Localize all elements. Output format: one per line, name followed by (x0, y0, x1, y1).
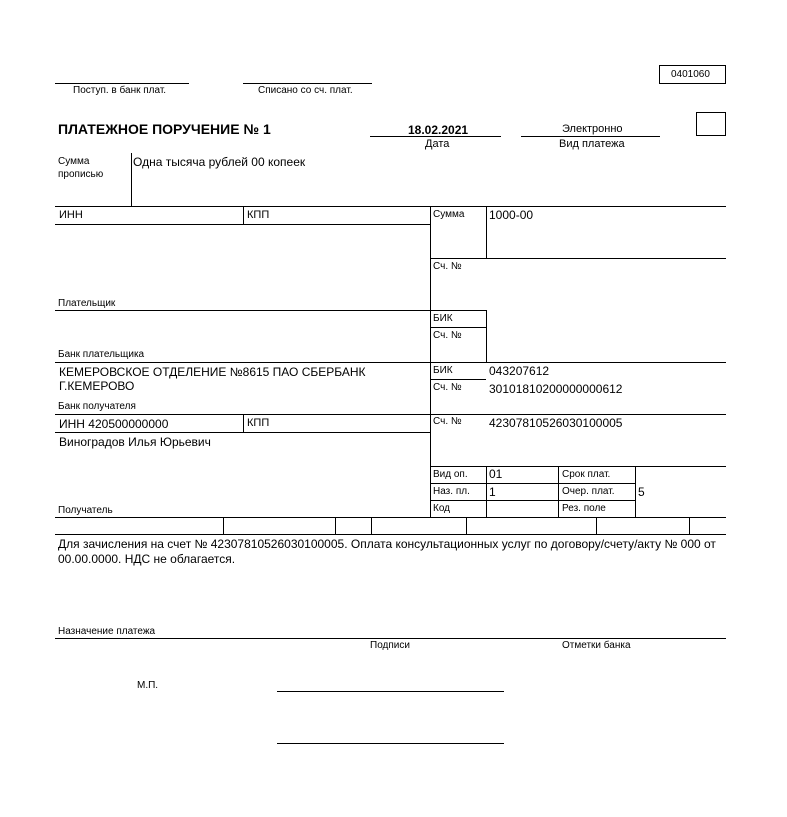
grid-line (430, 483, 635, 484)
payer-label: Плательщик (58, 298, 116, 309)
amount-words-label-1: Сумма (58, 156, 90, 167)
grid-line (243, 414, 244, 432)
recipient-bank-name-1: КЕМЕРОВСКОЕ ОТДЕЛЕНИЕ №8615 ПАО СБЕРБАНК (59, 365, 366, 379)
grid-line (430, 258, 726, 259)
grid-line (430, 327, 486, 328)
date-label: Дата (425, 138, 450, 150)
grid-line (689, 517, 690, 534)
recipient-account-value: 42307810526030100005 (489, 416, 623, 430)
grid-line (430, 206, 431, 517)
grid-line (335, 517, 336, 534)
purpose-text-1: Для зачисления на счет № 42307810526030100005. Оплата консультационных услуг по договору/счету/акту № 000 от (58, 537, 716, 551)
signature-line-1 (277, 691, 504, 692)
signature-line-2 (277, 743, 504, 744)
amount-words-label-2: прописью (58, 169, 104, 180)
recipient-bank-bik-label: БИК (433, 365, 453, 376)
date-line (370, 136, 501, 137)
grid-line (243, 206, 244, 224)
kod-label: Код (433, 503, 451, 514)
recipient-label: Получатель (58, 505, 113, 516)
grid-line (486, 206, 487, 258)
naz-pl-label: Наз. пл. (433, 486, 470, 497)
vid-op-value: 01 (489, 467, 503, 481)
grid-line (223, 517, 224, 534)
grid-line (55, 224, 430, 225)
vid-op-label: Вид оп. (433, 469, 468, 480)
rez-label: Рез. поле (562, 503, 606, 514)
date-value: 18.02.2021 (408, 123, 469, 137)
payer-kpp-label: КПП (247, 209, 270, 221)
signatures-label: Подписи (370, 640, 410, 651)
grid-line (55, 362, 726, 363)
stamp-label: М.П. (137, 680, 159, 691)
amount-words-value: Одна тысяча рублей 00 копеек (133, 155, 306, 169)
recipient-bank-name-2: Г.КЕМЕРОВО (59, 379, 135, 393)
recipient-bank-corr-label: Сч. № (433, 382, 462, 393)
payment-type-line (521, 136, 660, 137)
payer-bank-label: Банк плательщика (58, 349, 145, 360)
srok-label: Срок плат. (562, 469, 611, 480)
amount-words-divider (131, 153, 132, 206)
recipient-account-label: Сч. № (433, 416, 462, 427)
recipient-bank-corr-value: 30101810200000000612 (489, 382, 623, 396)
grid-line (371, 517, 372, 534)
grid-line (55, 310, 486, 311)
bank-marks-label: Отметки банка (562, 640, 631, 651)
received-label: Поступ. в банк плат. (73, 85, 167, 96)
recipient-bank-label: Банк получателя (58, 401, 136, 412)
grid-line (558, 466, 559, 517)
ocher-value: 5 (638, 485, 645, 499)
payer-bank-corr-label: Сч. № (433, 330, 462, 341)
grid-line (55, 206, 726, 207)
payment-type-label: Вид платежа (559, 138, 625, 150)
grid-line (55, 414, 726, 415)
form-code: 0401060 (671, 69, 710, 80)
recipient-bank-bik-value: 043207612 (489, 364, 550, 378)
status-box (696, 112, 726, 136)
purpose-line (55, 638, 726, 639)
grid-line (635, 466, 636, 517)
naz-pl-value: 1 (489, 485, 496, 499)
payer-account-label: Сч. № (433, 261, 462, 272)
sum-value: 1000-00 (489, 208, 534, 222)
payment-type-value: Электронно (562, 123, 623, 135)
grid-line (486, 310, 487, 362)
recipient-kpp-label: КПП (247, 417, 270, 429)
sum-label: Сумма (433, 209, 465, 220)
grid-line (596, 517, 597, 534)
grid-line (430, 500, 635, 501)
grid-line (430, 379, 486, 380)
payer-inn-label: ИНН (59, 209, 83, 221)
recipient-name: Виноградов Илья Юрьевич (59, 435, 211, 449)
grid-line (486, 466, 487, 517)
grid-line (55, 432, 430, 433)
received-line (55, 83, 189, 84)
grid-line (55, 534, 726, 535)
page-title: ПЛАТЕЖНОЕ ПОРУЧЕНИЕ № 1 (58, 121, 271, 137)
payer-bank-bik-label: БИК (433, 313, 453, 324)
debited-line (243, 83, 372, 84)
grid-line (55, 517, 726, 518)
recipient-inn: ИНН 420500000000 (59, 417, 169, 431)
purpose-label: Назначение платежа (58, 626, 156, 637)
grid-line (430, 466, 726, 467)
debited-label: Списано со сч. плат. (258, 85, 353, 96)
ocher-label: Очер. плат. (562, 486, 615, 497)
purpose-text-2: 00.00.0000. НДС не облагается. (58, 552, 236, 566)
grid-line (466, 517, 467, 534)
